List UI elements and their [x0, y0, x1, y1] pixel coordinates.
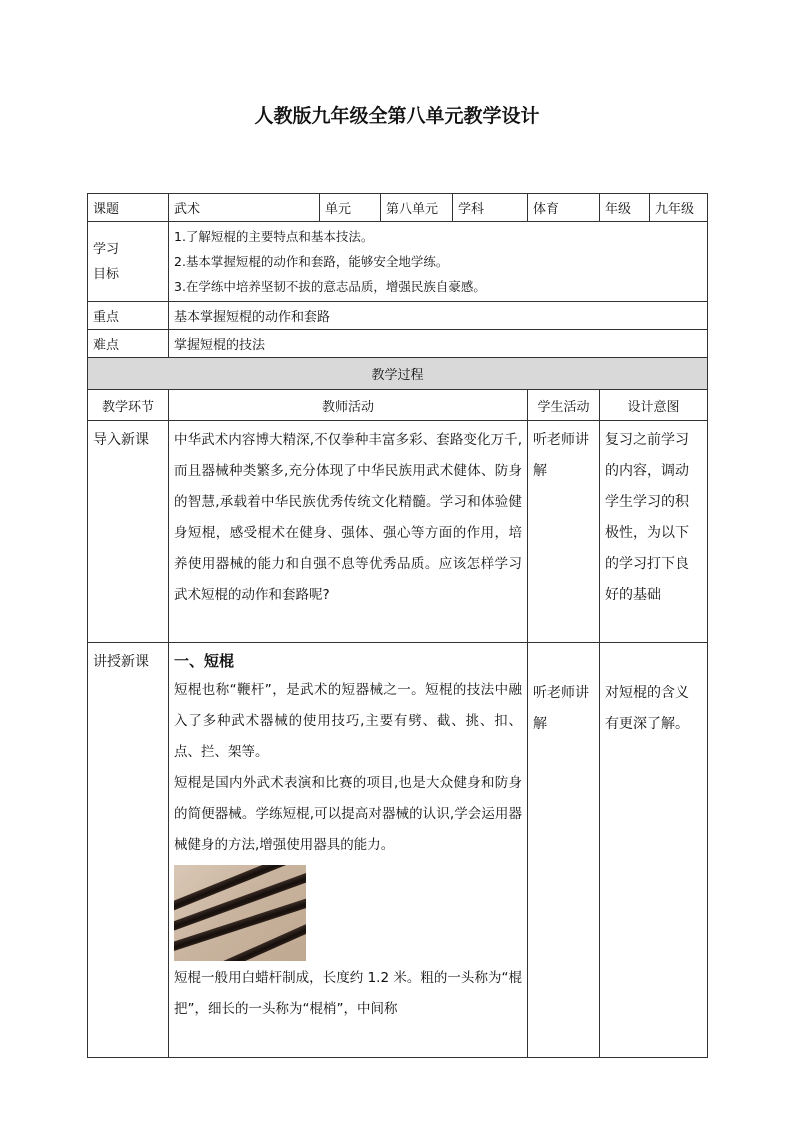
goals-list [169, 222, 708, 302]
intro-purpose: 复习之前学习的内容，调动学生学习的积极性，为以下的学习打下良好的基础 [600, 421, 708, 643]
col-student: 学生活动 [528, 390, 600, 421]
key-point-value: 基本掌握短棍的动作和套路 [169, 302, 708, 330]
paragraph: 短棍是国内外武术表演和比赛的项目,也是大众健身和防身的简便器械。学练短棍,可以提高对器械的认识,学会运用器械健身的方法,增强使用器具的能力。 [174, 775, 522, 853]
goal-item: 1.了解短棍的主要特点和基本技法。 [174, 229, 374, 244]
difficulty-value: 掌握短棍的技法 [169, 330, 708, 358]
intro-row [88, 421, 708, 643]
col-teacher: 教师活动 [169, 390, 528, 421]
unit-label: 单元 [320, 194, 381, 222]
grade-value: 九年级 [650, 194, 708, 222]
new-lesson-row [88, 643, 708, 1058]
goals-row [88, 222, 708, 302]
goal-item: 3.在学练中培养坚韧不拔的意志品质，增强民族自豪感。 [174, 279, 486, 294]
document-title: 人教版九年级全第八单元教学设计 [254, 105, 540, 127]
intro-teacher: 中华武术内容博大精深,不仅拳种丰富多彩、套路变化万千,而且器械种类繁多,充分体现了中华民族用武术健体、防身的智慧,承载着中华民族优秀传统文化精髓。学习和体验健身短棍，感受棍术在健身、强体、强心等方面的作用，培养使用器械的能力和自强不息等优秀品质。应该怎样学习武术短棍的动作和套路呢? [169, 421, 528, 643]
goal-item: 2.基本掌握短棍的动作和套路，能够安全地学练。 [174, 254, 449, 269]
new-lesson-student: 听老师讲解 [528, 643, 600, 1058]
goals-label-line2: 目标 [93, 266, 120, 282]
key-point-row [88, 302, 708, 330]
lesson-value: 武术 [169, 194, 320, 222]
intro-student: 听老师讲解 [528, 421, 600, 643]
col-stage: 教学环节 [88, 390, 169, 421]
paragraph: 短棍一般用白蜡杆制成，长度约 1.2 米。粗的一头称为“棍把”，细长的一头称为“棍梢”，中间称 [174, 970, 522, 1017]
difficulty-row [88, 330, 708, 358]
grade-label: 年级 [600, 194, 650, 222]
subject-value: 体育 [528, 194, 600, 222]
new-lesson-purpose: 对短棍的含义有更深了解。 [600, 643, 708, 1058]
goals-label-line1: 学习 [93, 241, 120, 257]
col-purpose: 设计意图 [600, 390, 708, 421]
lesson-label: 课题 [88, 194, 169, 222]
paragraph: 短棍也称“鞭杆”，是武术的短器械之一。短棍的技法中融入了多种武术器械的使用技巧,主要有劈、截、挑、扣、点、拦、架等。 [174, 682, 522, 760]
intro-stage: 导入新课 [88, 421, 169, 643]
difficulty-label: 难点 [88, 330, 169, 358]
key-point-label: 重点 [88, 302, 169, 330]
unit-value: 第八单元 [381, 194, 453, 222]
info-row [88, 194, 708, 222]
process-header: 教学过程 [88, 358, 708, 390]
process-header-row [88, 358, 708, 390]
new-lesson-teacher [169, 643, 528, 1058]
short-stick-photo [174, 865, 306, 961]
goals-label [88, 222, 169, 302]
subject-label: 学科 [453, 194, 528, 222]
new-lesson-stage: 讲授新课 [88, 643, 169, 1058]
section-subtitle: 一、短棍 [174, 652, 235, 670]
column-header-row [88, 390, 708, 421]
lesson-plan-table [87, 193, 708, 1058]
